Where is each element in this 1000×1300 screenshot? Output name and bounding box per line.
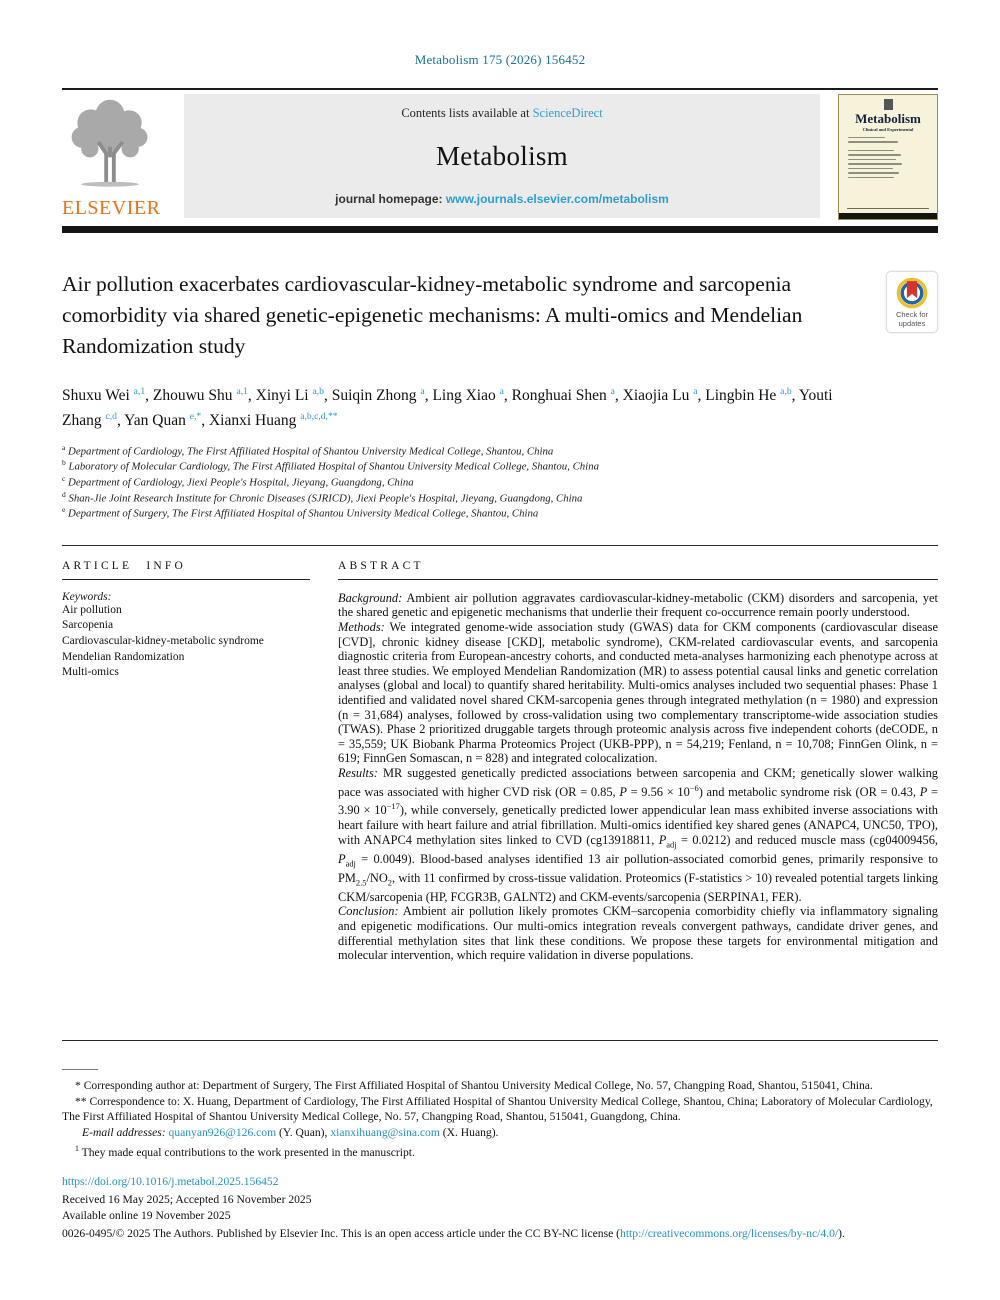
cover-title: Metabolism	[855, 111, 921, 126]
author-name: Xiaojia Lu	[622, 386, 690, 404]
author-name: Yan Quan	[124, 411, 186, 429]
copyright-line	[62, 1226, 938, 1242]
author-affil-sup: a,b	[312, 385, 324, 397]
keywords-label: Keywords:	[62, 590, 112, 603]
article-info-heading: ARTICLE INFO	[62, 559, 186, 572]
journal-header	[62, 88, 938, 220]
elsevier-wordmark: ELSEVIER	[62, 197, 161, 219]
email-link[interactable]: xianxihuang@sina.com	[330, 1126, 440, 1140]
affiliation-sup: e	[62, 505, 66, 515]
received-accepted-line: Received 16 May 2025; Accepted 16 November 2025	[62, 1192, 312, 1206]
footnote-line: $^1$ They made equal contributions to the work presented in the manuscript.	[75, 1144, 415, 1159]
footnotes	[62, 1078, 938, 1161]
email-link[interactable]: quanyan926@126.com	[168, 1126, 277, 1140]
keyword-list	[62, 603, 310, 681]
affiliation-line: $^d$ Shan-Jie Joint Research Institute for Chronic Diseases (SJRICD), Jiexi People's Hospital, Jieyang, Guangdong, China	[62, 489, 583, 505]
footnote-marker: *	[75, 1078, 81, 1092]
homepage-link[interactable]: www.journals.elsevier.com/metabolism	[445, 192, 669, 206]
author-affil-sup: a,b	[780, 385, 792, 397]
elsevier-logo	[62, 94, 182, 218]
cover-emblem-icon	[884, 99, 893, 110]
author-name: Xinyi Li	[255, 386, 309, 404]
affiliation-sup: d	[62, 489, 66, 499]
crossmark-icon	[895, 276, 929, 310]
cover-subtitle: Clinical and Experimental	[862, 126, 914, 132]
affiliation-sup: a	[62, 442, 66, 452]
journal-citation: Metabolism 175 (2026) 156452	[414, 52, 586, 67]
keyword-item: Air pollution	[62, 603, 122, 616]
journal-banner	[184, 94, 820, 218]
check-for-updates-label: Check for updates	[895, 310, 929, 329]
abstract-section-text: Ambient air pollution likely promotes CKM–sarcopenia comorbidity chiefly via inflammatory signaling and epigenetic modifications. Our multi-omics integration reveals convergent pathways, candidate driver genes, and differential methylation sites that link these conditions. We propose these targets for environmental mitigation and molecular intervention, which require validation in diverse populations.	[338, 904, 938, 963]
author-affil-sup: e,*	[189, 410, 202, 422]
article-info-rule	[62, 579, 310, 580]
homepage-prefix: journal homepage:	[335, 192, 446, 206]
footnote-line: E-mail addresses: quanyan926@126.com (Y. Quan), xianxihuang@sina.com (X. Huang).	[82, 1126, 499, 1140]
author-affil-sup: a,1	[236, 385, 248, 397]
affiliation-sup: b	[62, 458, 66, 468]
author-affil-sup: a,b,c,d,**	[300, 410, 338, 422]
elsevier-tree-icon	[62, 94, 158, 190]
abstract-section-text: MR suggested genetically predicted associations between sarcopenia and CKM; genetically slower walking pace was associated with higher CVD risk (OR = 0.85, $P = 9.56 \times 10^{-6}$) and metabolic syndrome risk (OR = 0.43, $P = 3.90 \times 10^{-17}$), while conversely, genetically predicted lower appendicular lean mass exhibited inverse associations with heart failure with heart failure and atrial fibrillation. Multi-omics identified key shared genes (ANAPC4, UNC50, TPO), with ANAPC4 methylation sites linked to CVD (cg13918811, $P_{adj} = 0.0212$) and reduced muscle mass (cg04009456, $P_{adj} = 0.0049$). Blood-based analyses identified 13 air pollution-associated comorbid genes, primarily responsive to $PM_{2.5}/NO_2$, with 11 confirmed by cross-tissue validation. Proteomics (F-statistics > 10) revealed potential targets linking CKM/sarcopenia (HP, FCGR3B, GALNT2) and CKM-events/sarcopenia (SERPINA1, FER).	[338, 765, 939, 904]
author-affil-sup: a	[499, 385, 504, 397]
check-for-updates-badge[interactable]	[886, 271, 938, 333]
author-affil-sup: a,1	[133, 385, 146, 397]
cover-text-lines	[839, 132, 937, 179]
abstract-paragraph	[338, 904, 938, 962]
sciencedirect-link[interactable]: ScienceDirect	[532, 106, 603, 120]
abstract-section-label: Results:	[338, 765, 378, 780]
cover-bottom-band	[839, 213, 937, 219]
abstract-paragraph	[338, 620, 938, 766]
copyright-suffix: ).	[838, 1226, 845, 1240]
article-info-column	[62, 560, 338, 1040]
footer-block	[62, 1175, 938, 1242]
contents-prefix: Contents lists available at	[401, 106, 533, 120]
section-divider-bottom	[62, 1040, 938, 1041]
abstract-paragraph	[338, 591, 938, 620]
copyright-text: 0026-0495/© 2025 The Authors. Published by Elsevier Inc. This is an open access article under the CC BY-NC license (	[62, 1226, 621, 1240]
abstract-section-text: We integrated genome-wide association study (GWAS) data for CKM components (cardiovascular disease [CVD], chronic kidney disease [CKD], metabolic syndrome), CKM-related cardiovascular events, and sarcopenia diagnostic criteria from European-ancestry cohorts, and conducted meta-analyses harmonizing each phenotype across at least three studies. We employed Mendelian Randomization (MR) to assess potential causal links and genetic correlation analyses (global and local) to quantify shared heritability. Multi-omics analyses included two sequential phases: Phase 1 identified and validated novel shared CKM-sarcopenia genes through integrated methylation (n = 1980) and expression (n = 31,684) analyses, followed by cross-validation using two complementary transcriptome-wide association studies (TWAS). Phase 2 prioritized druggable targets through proteomic analysis across five independent cohorts (deCODE, n = 35,559; UK Biobank Pharma Proteomics Project (UKB-PPP), n = 54,219; Fenland, n = 10,708; FinnGen Olink, n = 619; FinnGen Somascan, n = 828) and integrated colocalization.	[338, 620, 938, 766]
author-name: Zhouwu Shu	[152, 386, 233, 404]
author-name: Youti Zhang	[62, 386, 833, 429]
keyword-item: Multi-omics	[62, 666, 119, 679]
abstract-rule	[338, 579, 938, 580]
abstract-heading: ABSTRACT	[338, 559, 424, 572]
author-affil-sup: a	[693, 385, 698, 397]
cover-rule	[847, 208, 929, 209]
journal-cover-thumbnail	[838, 94, 938, 220]
email-addresses-label: E-mail addresses:	[82, 1126, 169, 1140]
author-name: Ling Xiao	[432, 386, 496, 404]
footnote-marker: 1	[75, 1144, 79, 1154]
author-name: Xianxi Huang	[208, 411, 297, 429]
doi-link[interactable]: https://doi.org/10.1016/j.metabol.2025.156452	[62, 1174, 279, 1188]
keyword-item: Mendelian Randomization	[62, 650, 185, 663]
footnote-rule	[62, 1069, 98, 1070]
footnote-line: ** Correspondence to: X. Huang, Department of Cardiology, The First Affiliated Hospital of Shantou University Medical College, Shantou, China; Laboratory of Molecular Cardiology, The First Affiliated Hospital of Shantou University Medical College, No. 57, Changping Road, Shantou, 515041, Guangdong, China.	[62, 1094, 933, 1124]
author-affil-sup: c,d	[105, 410, 117, 422]
affiliation-line: $^b$ Laboratory of Molecular Cardiology, The First Affiliated Hospital of Shantou University Medical College, Shantou, China	[62, 458, 600, 473]
abstract-section-label: Methods:	[338, 620, 385, 635]
affiliation-list	[62, 443, 938, 521]
abstract-body	[338, 591, 938, 963]
abstract-section-label: Conclusion:	[338, 904, 399, 919]
footnote-line: * Corresponding author at: Department of Surgery, The First Affiliated Hospital of Shantou University Medical College, No. 57, Changping Road, Shantou, 515041, China.	[75, 1078, 873, 1092]
author-affil-sup: a	[420, 385, 425, 397]
footnote-marker: **	[75, 1094, 87, 1108]
license-link[interactable]: http://creativecommons.org/licenses/by-nc/4.0/	[620, 1226, 839, 1240]
abstract-section-label: Background:	[338, 590, 403, 605]
author-list: Shuxu Wei $^{a,1}$, Zhouwu Shu $^{a,1}$, Xinyi Li $^{a,b}$, Suiqin Zhong $^a$, Ling Xiao $^a$, Ronghuai Shen $^a$, Xiaojia Lu $^a$, Lingbin He $^{a,b}$, Youti Zhang $^{c,d}$, Yan Quan $^{e,*}$, Xianxi Huang $^{a,b,c,d,**}$	[62, 385, 833, 429]
available-online-line: Available online 19 November 2025	[62, 1208, 231, 1222]
author-name: Suiqin Zhong	[331, 386, 417, 404]
contents-line	[401, 106, 602, 121]
author-name: Lingbin He	[705, 386, 777, 404]
affiliation-line: $^a$ Department of Cardiology, The First Affiliated Hospital of Shantou University Medical College, Shantou, China	[62, 442, 554, 458]
affiliation-line: $^c$ Department of Cardiology, Jiexi People's Hospital, Jieyang, Guangdong, China	[62, 473, 414, 489]
abstract-column	[338, 560, 938, 1040]
article-title: Air pollution exacerbates cardiovascular-kidney-metabolic syndrome and sarcopenia comorbidity via shared genetic-epigenetic mechanisms: A multi-omics and Mendelian Randomization study	[62, 272, 803, 359]
affiliation-sup: c	[62, 473, 66, 483]
author-name: Ronghuai Shen	[511, 386, 607, 404]
affiliation-line: $^e$ Department of Surgery, The First Affiliated Hospital of Shantou University Medical College, Shantou, China	[62, 505, 539, 520]
author-name: Shuxu Wei	[62, 386, 130, 404]
journal-title: Metabolism	[436, 141, 568, 171]
abstract-section-text: Ambient air pollution aggravates cardiovascular-kidney-metabolic (CKM) disorders and sarcopenia, yet the shared genetic and epigenetic mechanisms that underlie their frequent co-occurrence remain poorly understood.	[338, 590, 938, 620]
author-affil-sup: a	[610, 385, 615, 397]
header-bottom-bar	[62, 226, 938, 233]
keyword-item: Sarcopenia	[62, 619, 114, 632]
homepage-line	[335, 192, 669, 206]
abstract-paragraph	[338, 766, 938, 904]
keyword-item: Cardiovascular-kidney-metabolic syndrome	[62, 635, 264, 648]
